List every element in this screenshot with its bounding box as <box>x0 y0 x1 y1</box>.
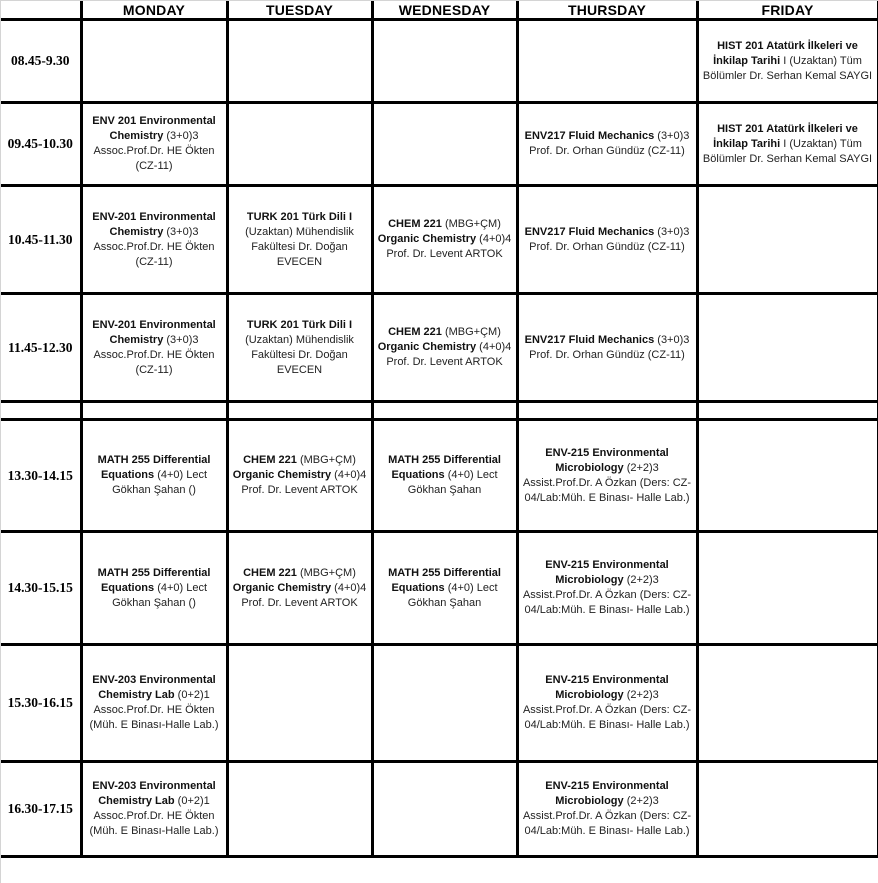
course-instructor: Gökhan Şahan <box>407 596 482 609</box>
course-title: ENV-203 Environmental Chemistry Lab <box>92 674 216 701</box>
course-title: Organic Chemistry <box>377 341 477 353</box>
course-credits: (MBG+ÇM) <box>441 218 501 230</box>
course-cell-tuesday <box>227 762 372 857</box>
course-title: Organic Chemistry <box>232 581 332 594</box>
time-slot-label: 10.45-11.30 <box>1 186 81 294</box>
course-credits: (3+0)3 <box>654 333 690 346</box>
course-cell-tuesday <box>227 532 372 645</box>
course-credits: (0+2)1 <box>174 689 210 701</box>
course-cell-wednesday <box>372 420 517 532</box>
course-cell-thursday <box>517 294 697 402</box>
course-instructor: Prof. Dr. Orhan Gündüz (CZ-11) <box>529 348 685 361</box>
course-credits: (2+2)3 <box>623 574 659 586</box>
course-credits: (4+0) Lect <box>444 581 498 594</box>
course-credits: (4+0)4 <box>476 341 512 353</box>
header-row <box>1 1 878 20</box>
course-cell-wednesday <box>372 532 517 645</box>
course-title: TURK 201 Türk Dili I <box>246 210 353 223</box>
time-slot-label: 16.30-17.15 <box>1 762 81 857</box>
course-cell-friday <box>697 762 878 857</box>
course-instructor: Assist.Prof.Dr. A Özkan (Ders: CZ-04/Lab:Müh. E Binası- Halle Lab.) <box>522 704 692 731</box>
weekly-schedule-table <box>1 1 878 858</box>
course-title: ENV217 Fluid Mechanics <box>524 130 655 142</box>
course-cell-friday <box>697 20 878 103</box>
course-instructor: Assoc.Prof.Dr. HE Ökten (CZ-11) <box>93 348 215 376</box>
course-cell-tuesday <box>227 645 372 762</box>
course-cell-wednesday <box>372 294 517 402</box>
course-cell-monday <box>81 20 227 103</box>
course-credits: (3+0)3 <box>163 333 199 346</box>
course-instructor: Assoc.Prof.Dr. HE Ökten (Müh. E Binası-Halle Lab.) <box>89 810 219 837</box>
course-cell-thursday <box>517 762 697 857</box>
course-cell-tuesday <box>227 186 372 294</box>
course-title: ENV-215 Environmental Microbiology <box>545 559 669 586</box>
course-instructor: Assoc.Prof.Dr. HE Ökten (CZ-11) <box>93 145 215 172</box>
time-slot-row <box>1 645 878 762</box>
course-credits: (4+0) Lect <box>444 469 498 481</box>
time-slot-label: 13.30-14.15 <box>1 420 81 532</box>
course-cell-wednesday <box>372 186 517 294</box>
course-credits: (4+0)4 <box>331 581 367 594</box>
course-instructor: Assist.Prof.Dr. A Özkan (Ders: CZ-04/Lab:Müh. E Binası- Halle Lab.) <box>522 476 692 504</box>
course-cell-monday <box>81 420 227 532</box>
course-cell-monday <box>81 532 227 645</box>
course-cell-tuesday <box>227 402 372 420</box>
spacer-row <box>1 402 878 420</box>
time-slot-label: 15.30-16.15 <box>1 645 81 762</box>
day-header-friday: FRIDAY <box>697 1 878 20</box>
course-title: ENV217 Fluid Mechanics <box>524 225 655 238</box>
course-cell-wednesday <box>372 103 517 186</box>
course-title: MATH 255 Differential Equations <box>388 454 501 481</box>
time-slot-label <box>1 402 81 420</box>
time-slot-label: 14.30-15.15 <box>1 532 81 645</box>
course-title: ENV-215 Environmental Microbiology <box>545 780 669 807</box>
day-header-monday: MONDAY <box>81 1 227 20</box>
course-instructor: Prof. Dr. Levent ARTOK <box>241 596 358 609</box>
course-cell-wednesday <box>372 402 517 420</box>
course-credits: (4+0) Lect <box>154 469 208 481</box>
course-instructor: Prof. Dr. Levent ARTOK <box>241 484 358 496</box>
course-title: HIST 201 Atatürk İlkeleri ve İnkilap Tarihi <box>713 39 858 67</box>
course-instructor: Assoc.Prof.Dr. HE Ökten (CZ-11) <box>93 240 215 268</box>
course-title: ENV-215 Environmental Microbiology <box>545 446 669 474</box>
course-cell-tuesday <box>227 20 372 103</box>
schedule-sheet <box>1 1 878 883</box>
course-title: MATH 255 Differential Equations <box>388 566 501 594</box>
course-cell-monday <box>81 186 227 294</box>
course-instructor: (Uzaktan) Mühendislik Fakültesi Dr. Doğan EVECEN <box>245 333 354 376</box>
time-slot-row <box>1 294 878 402</box>
course-instructor: Gökhan Şahan () <box>112 596 196 609</box>
course-title: MATH 255 Differential Equations <box>97 566 211 594</box>
course-credits: (4+0) Lect <box>154 581 208 594</box>
time-slot-row <box>1 420 878 532</box>
course-cell-monday <box>81 645 227 762</box>
course-cell-thursday <box>517 103 697 186</box>
course-instructor: Gökhan Şahan () <box>112 484 196 496</box>
course-instructor: Gökhan Şahan <box>407 484 482 496</box>
course-credits: (3+0)3 <box>163 225 199 238</box>
course-instructor: Prof. Dr. Levent ARTOK <box>386 356 503 368</box>
course-cell-tuesday <box>227 294 372 402</box>
course-cell-thursday <box>517 645 697 762</box>
course-cell-monday <box>81 402 227 420</box>
course-credits: (MBG+ÇM) <box>441 326 501 338</box>
course-title: Organic Chemistry <box>377 233 477 245</box>
course-cell-friday <box>697 420 878 532</box>
course-cell-monday <box>81 103 227 186</box>
course-cell-friday <box>697 186 878 294</box>
course-cell-friday <box>697 103 878 186</box>
day-header-tuesday: TUESDAY <box>227 1 372 20</box>
course-instructor: (Uzaktan) Mühendislik Fakültesi Dr. Doğan EVECEN <box>245 225 354 268</box>
course-title: TURK 201 Türk Dili I <box>246 318 353 331</box>
day-header-wednesday: WEDNESDAY <box>372 1 517 20</box>
time-slot-label: 09.45-10.30 <box>1 103 81 186</box>
course-title: CHEM 221 <box>243 454 297 466</box>
course-cell-thursday <box>517 186 697 294</box>
course-credits: (3+0)3 <box>654 225 690 238</box>
corner-cell <box>1 1 81 20</box>
time-slot-row <box>1 20 878 103</box>
course-title: HIST 201 Atatürk İlkeleri ve İnkilap Tarihi <box>713 122 858 150</box>
course-title: Organic Chemistry <box>232 469 332 481</box>
time-slot-row <box>1 532 878 645</box>
course-instructor: Prof. Dr. Orhan Gündüz (CZ-11) <box>529 240 685 253</box>
course-title: MATH 255 Differential Equations <box>97 454 211 481</box>
course-credits: (MBG+ÇM) <box>296 566 356 579</box>
course-credits: (3+0)3 <box>163 130 199 142</box>
course-cell-wednesday <box>372 645 517 762</box>
course-instructor: Prof. Dr. Orhan Gündüz (CZ-11) <box>529 145 685 157</box>
course-credits: (3+0)3 <box>654 130 690 142</box>
course-cell-thursday <box>517 20 697 103</box>
course-cell-friday <box>697 532 878 645</box>
course-title: ENV-203 Environmental Chemistry Lab <box>92 780 216 807</box>
course-credits: (MBG+ÇM) <box>296 454 356 466</box>
course-cell-wednesday <box>372 20 517 103</box>
course-credits: I (Uzaktan) Tüm Bölümler Dr. Serhan Kemal SAYGI <box>702 137 873 165</box>
course-title: ENV-215 Environmental Microbiology <box>545 674 669 701</box>
course-title: CHEM 221 <box>388 326 442 338</box>
course-cell-friday <box>697 402 878 420</box>
course-cell-thursday <box>517 402 697 420</box>
time-slot-row <box>1 103 878 186</box>
course-title: ENV217 Fluid Mechanics <box>524 333 655 346</box>
course-title: ENV-201 Environmental Chemistry <box>92 210 216 238</box>
course-instructor: Prof. Dr. Levent ARTOK <box>386 248 503 260</box>
course-credits: (4+0)4 <box>476 233 512 245</box>
course-title: ENV-201 Environmental Chemistry <box>92 318 216 346</box>
course-credits: (2+2)3 <box>623 461 659 474</box>
course-cell-thursday <box>517 420 697 532</box>
course-cell-thursday <box>517 532 697 645</box>
course-cell-tuesday <box>227 103 372 186</box>
course-title: CHEM 221 <box>388 218 442 230</box>
course-instructor: Assoc.Prof.Dr. HE Ökten (Müh. E Binası-Halle Lab.) <box>89 704 219 731</box>
course-instructor: Assist.Prof.Dr. A Özkan (Ders: CZ-04/Lab:Müh. E Binası- Halle Lab.) <box>522 810 692 837</box>
time-slot-row <box>1 762 878 857</box>
course-cell-wednesday <box>372 762 517 857</box>
course-cell-monday <box>81 762 227 857</box>
course-cell-monday <box>81 294 227 402</box>
course-instructor: Assist.Prof.Dr. A Özkan (Ders: CZ-04/Lab:Müh. E Binası- Halle Lab.) <box>522 589 692 616</box>
time-slot-label: 11.45-12.30 <box>1 294 81 402</box>
course-title: ENV 201 Environmental Chemistry <box>92 115 216 142</box>
course-credits: I (Uzaktan) Tüm Bölümler Dr. Serhan Kemal SAYGI <box>702 54 873 82</box>
course-credits: (4+0)4 <box>331 469 367 481</box>
day-header-thursday: THURSDAY <box>517 1 697 20</box>
course-cell-friday <box>697 294 878 402</box>
course-credits: (0+2)1 <box>174 795 210 807</box>
course-title: CHEM 221 <box>243 566 297 579</box>
course-credits: (2+2)3 <box>623 689 659 701</box>
course-credits: (2+2)3 <box>623 795 659 807</box>
course-cell-tuesday <box>227 420 372 532</box>
course-cell-friday <box>697 645 878 762</box>
time-slot-row <box>1 186 878 294</box>
time-slot-label: 08.45-9.30 <box>1 20 81 103</box>
